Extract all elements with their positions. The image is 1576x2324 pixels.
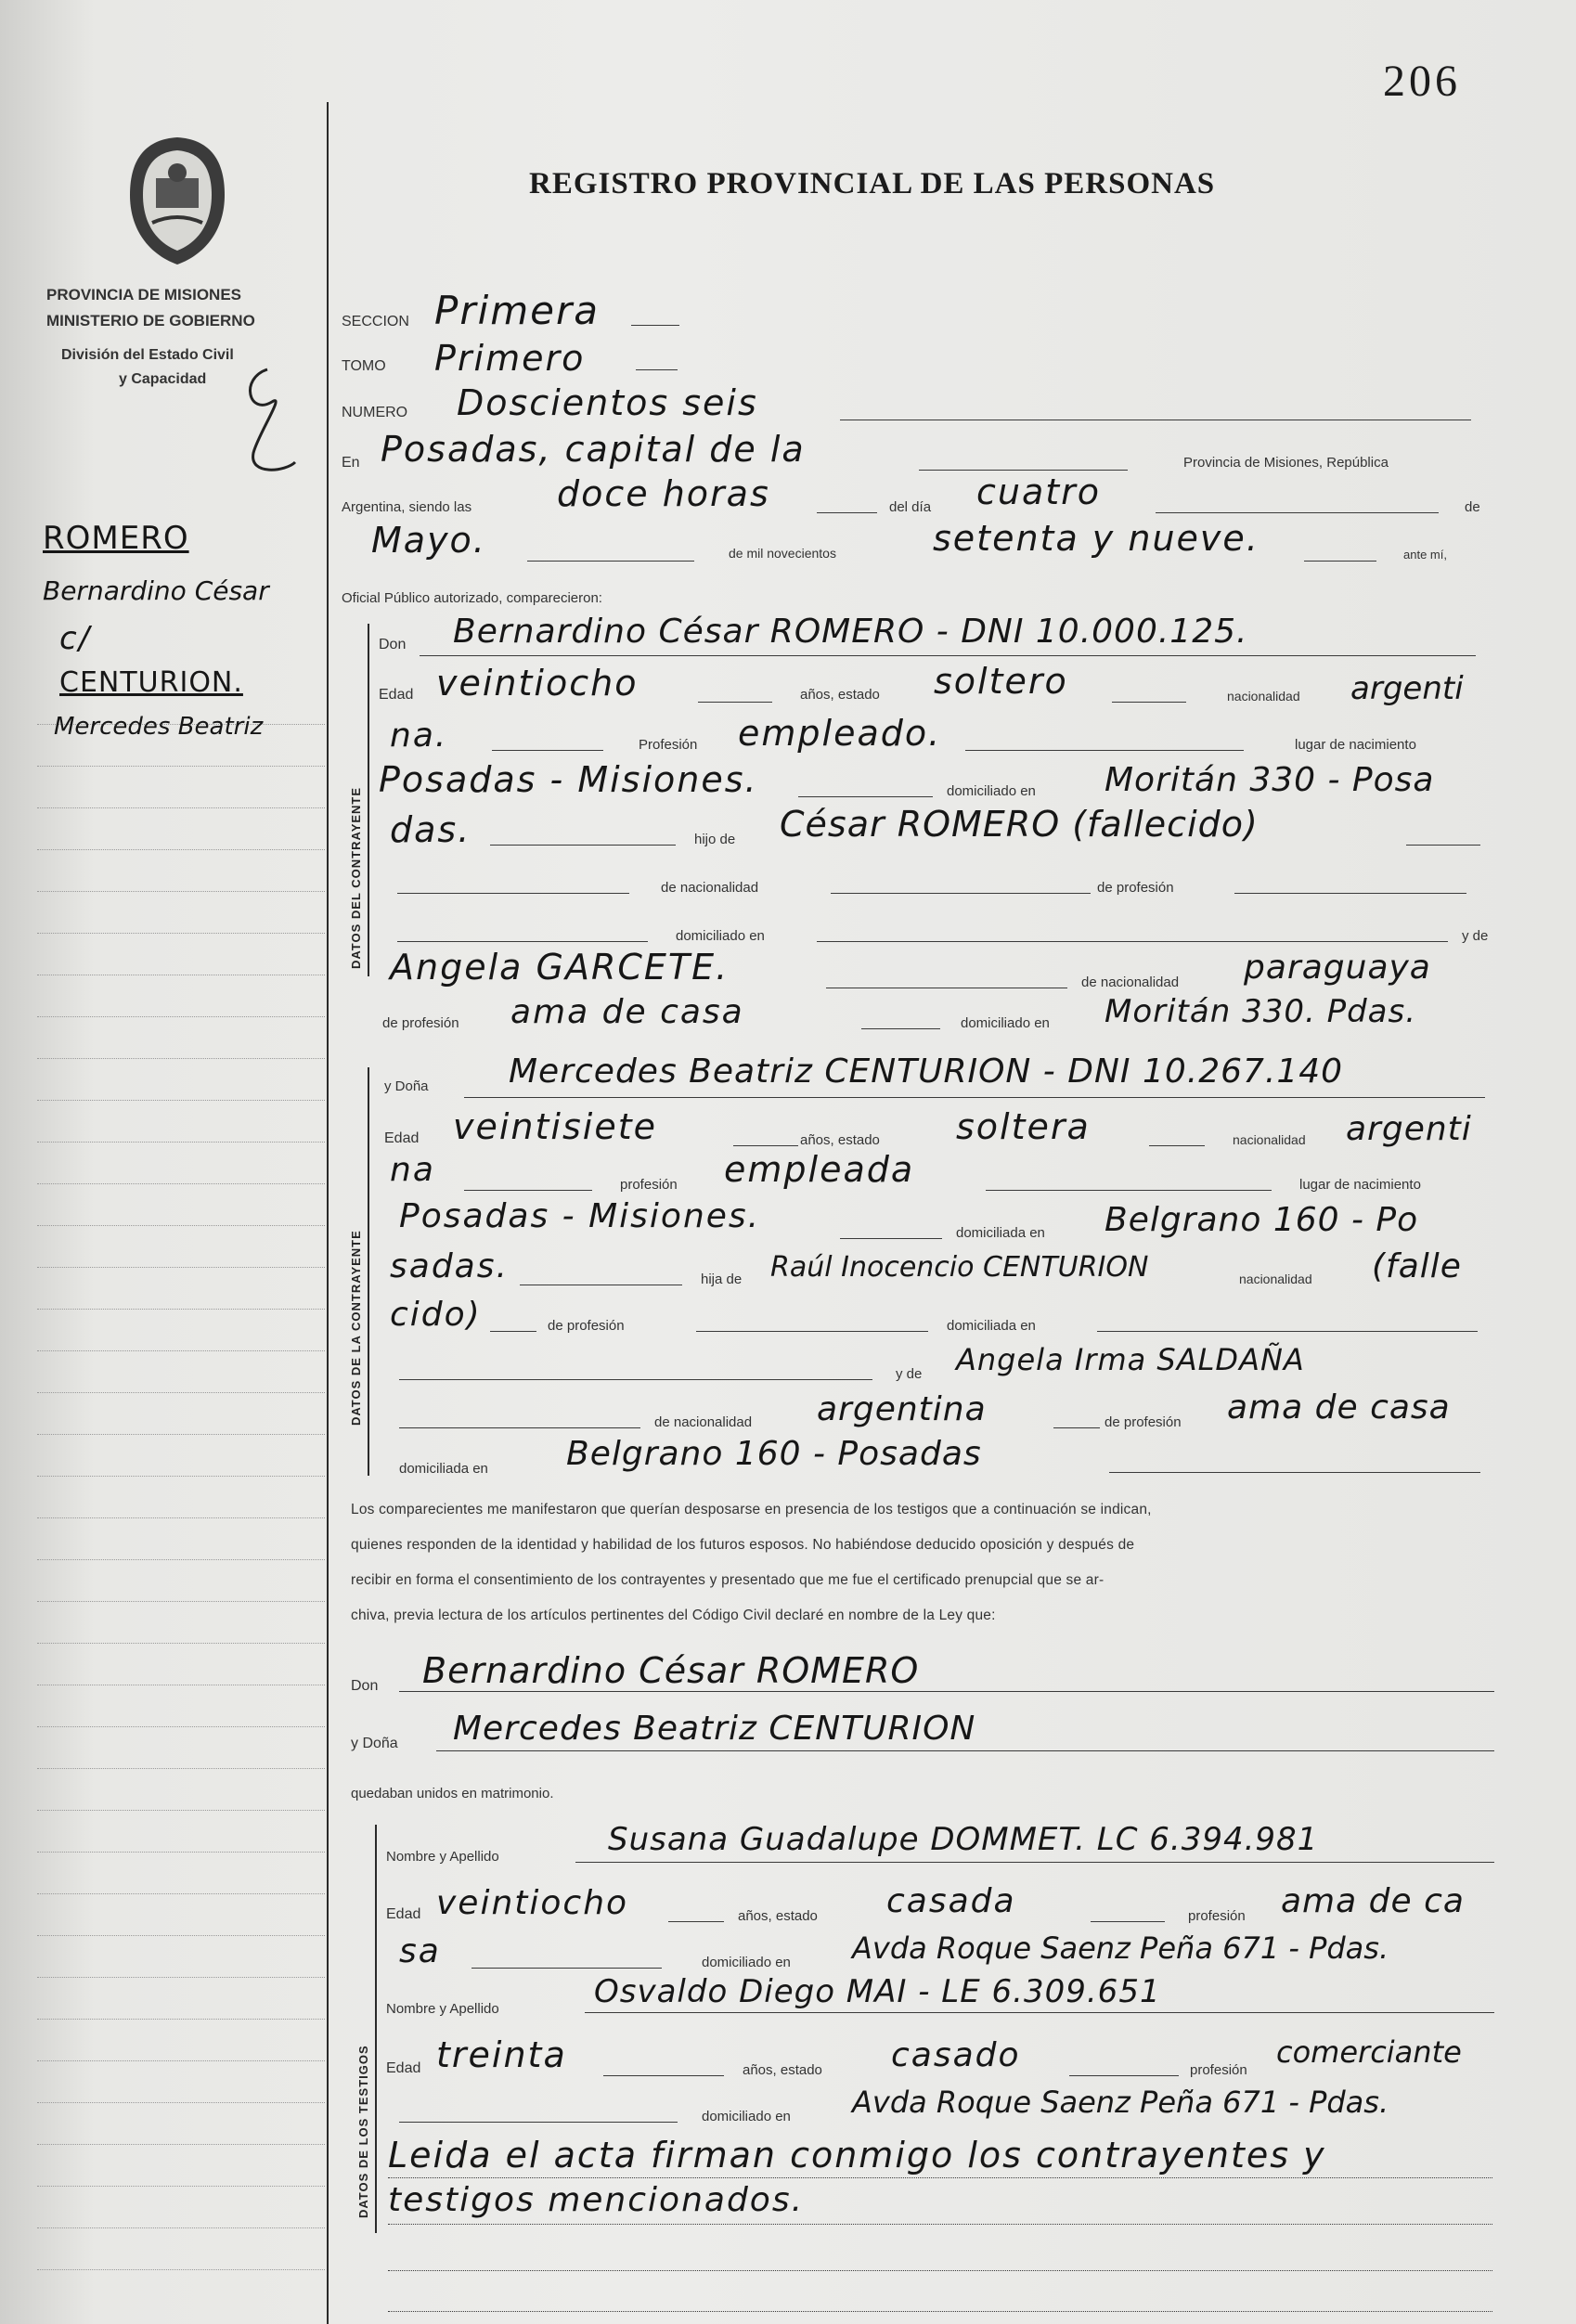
entry-w2-edad: treinta <box>436 2034 567 2075</box>
org-line-3: División del Estado Civil <box>61 347 234 363</box>
entry-w1-prof1: ama de ca <box>1281 1882 1465 1920</box>
entry-closing-line1: Leida el acta firman conmigo los contrayentes y <box>388 2135 1326 2176</box>
entry-groom-profesion: empleado. <box>738 713 942 754</box>
label-domiciliado-groom-mother: domiciliado en <box>961 1015 1050 1031</box>
entry-bride-lugar: Posadas - Misiones. <box>399 1197 761 1235</box>
label-argentina: Argentina, siendo las <box>342 499 472 515</box>
label-don: Don <box>379 637 407 652</box>
label-nacionalidad-groom: nacionalidad <box>1227 689 1300 704</box>
entry-w1-edad: veintiocho <box>436 1884 629 1922</box>
page-number: 206 <box>1383 57 1461 106</box>
paragraph-line-1: Los comparecientes me manifestaron que querían desposarse en presencia de los testigos que a continuación se indican, <box>351 1502 1152 1517</box>
signature-mark <box>230 360 304 481</box>
entry-bride-dom2: sadas. <box>390 1247 509 1285</box>
section-bracket-witnesses <box>375 1825 377 2233</box>
entry-mes: Mayo. <box>371 520 486 561</box>
label-lugar-nac-groom: lugar de nacimiento <box>1295 737 1416 753</box>
page-title: REGISTRO PROVINCIAL DE LAS PERSONAS <box>529 167 1216 200</box>
label-de-profesion-groom-mother: de profesión <box>382 1015 459 1031</box>
entry-groom-estado: soltero <box>934 661 1068 702</box>
entry-w1-name: Susana Guadalupe DOMMET. LC 6.394.981 <box>608 1821 1319 1858</box>
label-provincia: Provincia de Misiones, República <box>1183 455 1389 471</box>
entry-groom-father: César ROMERO (fallecido) <box>780 804 1259 845</box>
label-anos-estado-bride: años, estado <box>800 1132 880 1148</box>
entry-groom-mother-prof: ama de casa <box>510 993 744 1031</box>
paragraph-line-3: recibir en forma el consentimiento de los contrayentes y presentado que me fue el certificado prenupcial que se ar- <box>351 1572 1104 1588</box>
entry-groom-lugar: Posadas - Misiones. <box>379 759 758 800</box>
entry-w1-dom: Avda Roque Saenz Peña 671 - Pdas. <box>852 1930 1389 1966</box>
margin-divider <box>327 102 329 2324</box>
entry-bride-nac1: argenti <box>1346 1110 1472 1148</box>
side-label-contrayente: DATOS DEL CONTRAYENTE <box>349 786 363 969</box>
entry-bride-edad: veintisiete <box>453 1106 657 1147</box>
org-line-1: PROVINCIA DE MISIONES <box>46 286 242 303</box>
label-y-de-groom: y de <box>1462 928 1489 944</box>
entry-lugar: Posadas, capital de la <box>381 429 806 470</box>
entry-groom-mother-nac: paraguaya <box>1244 949 1431 987</box>
entry-w1-estado: casada <box>886 1882 1016 1920</box>
label-profesion-bride: profesión <box>620 1177 678 1193</box>
label-lugar-nac-bride: lugar de nacimiento <box>1299 1177 1421 1193</box>
entry-bride-profesion: empleada <box>724 1149 915 1190</box>
label-de-nacionalidad-groom-mother: de nacionalidad <box>1081 975 1180 990</box>
entry-w2-dom: Avda Roque Saenz Peña 671 - Pdas. <box>852 2085 1389 2120</box>
label-nombre-w2: Nombre y Apellido <box>386 2001 499 2017</box>
label-edad-w2: Edad <box>386 2060 421 2076</box>
margin-note-line1: ROMERO <box>43 520 189 557</box>
entry-bride-father-nac2: cido) <box>390 1296 482 1334</box>
label-nacionalidad-bride-father: nacionalidad <box>1239 1272 1312 1286</box>
label-domiciliado-groom: domiciliado en <box>947 783 1036 799</box>
label-decl-dona: y Doña <box>351 1736 398 1751</box>
entry-groom-mother: Angela GARCETE. <box>390 947 730 988</box>
label-profesion-w1: profesión <box>1188 1908 1246 1924</box>
label-ante-mi: ante mí, <box>1403 548 1447 562</box>
label-domiciliado-w2: domiciliado en <box>702 2109 791 2124</box>
paragraph-line-4: chiva, previa lectura de los artículos pertinentes del Código Civil declaré en nombre de la Ley que: <box>351 1607 996 1623</box>
side-label-contrayenta: DATOS DE LA CONTRAYENTE <box>349 1230 363 1426</box>
label-edad-bride: Edad <box>384 1130 420 1146</box>
entry-w2-prof: comerciante <box>1276 2034 1462 2070</box>
entry-bride-estado: soltera <box>956 1106 1091 1147</box>
entry-groom-name: Bernardino César ROMERO - DNI 10.000.125. <box>453 613 1248 651</box>
entry-horas: doce horas <box>557 473 770 514</box>
entry-tomo: Primero <box>434 338 586 379</box>
label-seccion: SECCION <box>342 314 409 329</box>
entry-groom-mother-dom: Moritán 330. Pdas. <box>1104 993 1417 1030</box>
label-hijo-de: hijo de <box>694 832 736 847</box>
label-de-profesion-bride-father: de profesión <box>548 1318 625 1334</box>
entry-w1-prof2: sa <box>399 1932 441 1970</box>
entry-bride-nac2: na <box>390 1151 435 1189</box>
entry-w2-name: Osvaldo Diego MAI - LE 6.309.651 <box>594 1973 1161 2010</box>
label-anos-estado-groom: años, estado <box>800 687 880 703</box>
label-edad-groom: Edad <box>379 687 414 703</box>
label-en: En <box>342 455 360 471</box>
label-domiciliado-bride-mother: domiciliada en <box>399 1461 488 1477</box>
entry-closing-line2: testigos mencionados. <box>388 2181 805 2219</box>
label-domiciliado-bride: domiciliada en <box>956 1225 1045 1241</box>
label-del-dia: del día <box>889 499 932 515</box>
org-line-4: y Capacidad <box>119 371 207 387</box>
label-domiciliado-w1: domiciliado en <box>702 1955 791 1970</box>
entry-groom-nac2: na. <box>390 717 448 755</box>
entry-w2-estado: casado <box>891 2036 1021 2074</box>
entry-bride-name: Mercedes Beatriz CENTURION - DNI 10.267.140 <box>509 1052 1344 1091</box>
entry-bride-dom1: Belgrano 160 - Po <box>1104 1201 1419 1239</box>
entry-bride-mother: Angela Irma SALDAÑA <box>956 1342 1305 1377</box>
entry-groom-edad: veintiocho <box>436 663 639 704</box>
section-bracket-bride <box>368 1067 369 1476</box>
label-de-profesion-groom-father: de profesión <box>1097 880 1174 896</box>
entry-numero: Doscientos seis <box>457 382 758 423</box>
label-y-de-bride: y de <box>896 1366 923 1382</box>
label-de-nacionalidad-bride-mother: de nacionalidad <box>654 1414 753 1430</box>
section-bracket-groom <box>368 624 369 976</box>
entry-groom-dom1: Moritán 330 - Posa <box>1104 761 1435 799</box>
label-numero: NUMERO <box>342 405 408 420</box>
label-quedaban: quedaban unidos en matrimonio. <box>351 1786 554 1801</box>
entry-bride-mother-dom: Belgrano 160 - Posadas <box>566 1435 982 1473</box>
label-decl-don: Don <box>351 1678 379 1694</box>
label-de-profesion-bride-mother: de profesión <box>1104 1414 1182 1430</box>
label-domiciliado-groom-father: domiciliado en <box>676 928 765 944</box>
entry-bride-mother-prof: ama de casa <box>1227 1388 1451 1427</box>
entry-groom-dom2: das. <box>390 809 472 850</box>
label-hija-de: hija de <box>701 1272 743 1287</box>
label-anos-estado-w1: años, estado <box>738 1908 818 1924</box>
label-profesion-groom: Profesión <box>639 737 698 753</box>
label-oficial: Oficial Público autorizado, comparecieron: <box>342 590 602 606</box>
entry-bride-father: Raúl Inocencio CENTURION <box>770 1251 1149 1284</box>
label-edad-w1: Edad <box>386 1906 421 1922</box>
margin-note-line3: c/ <box>59 620 92 657</box>
margin-note-line5: Mercedes Beatriz <box>54 713 264 741</box>
label-de-mil: de mil novecientos <box>729 546 836 561</box>
provincial-seal-icon <box>119 130 236 269</box>
entry-seccion: Primera <box>434 288 601 333</box>
label-tomo: TOMO <box>342 358 386 374</box>
label-nombre-w1: Nombre y Apellido <box>386 1849 499 1865</box>
entry-groom-nac1: argenti <box>1350 670 1464 707</box>
side-label-testigos: DATOS DE LOS TESTIGOS <box>356 2045 370 2218</box>
label-dona: y Doña <box>384 1078 429 1094</box>
entry-bride-mother-nac: argentina <box>817 1390 987 1428</box>
entry-anio: setenta y nueve. <box>933 518 1260 559</box>
label-de-1: de <box>1465 499 1480 515</box>
margin-note-line4: CENTURION. <box>59 666 243 699</box>
entry-bride-father-nac1: (falle <box>1372 1247 1462 1285</box>
entry-decl-dona: Mercedes Beatriz CENTURION <box>453 1710 976 1748</box>
label-domiciliado-bride-father: domiciliada en <box>947 1318 1036 1334</box>
margin-note-line2: Bernardino César <box>43 575 269 606</box>
paragraph-line-2: quienes responden de la identidad y habilidad de los futuros esposos. No habiéndose deducido oposición y después de <box>351 1537 1135 1553</box>
label-nacionalidad-bride: nacionalidad <box>1233 1132 1306 1147</box>
entry-dia: cuatro <box>976 471 1102 512</box>
label-anos-estado-w2: años, estado <box>743 2062 822 2078</box>
label-de-nacionalidad-groom-father: de nacionalidad <box>661 880 759 896</box>
org-line-2: MINISTERIO DE GOBIERNO <box>46 312 255 329</box>
label-profesion-w2: profesión <box>1190 2062 1247 2078</box>
entry-decl-don: Bernardino César ROMERO <box>422 1650 920 1691</box>
